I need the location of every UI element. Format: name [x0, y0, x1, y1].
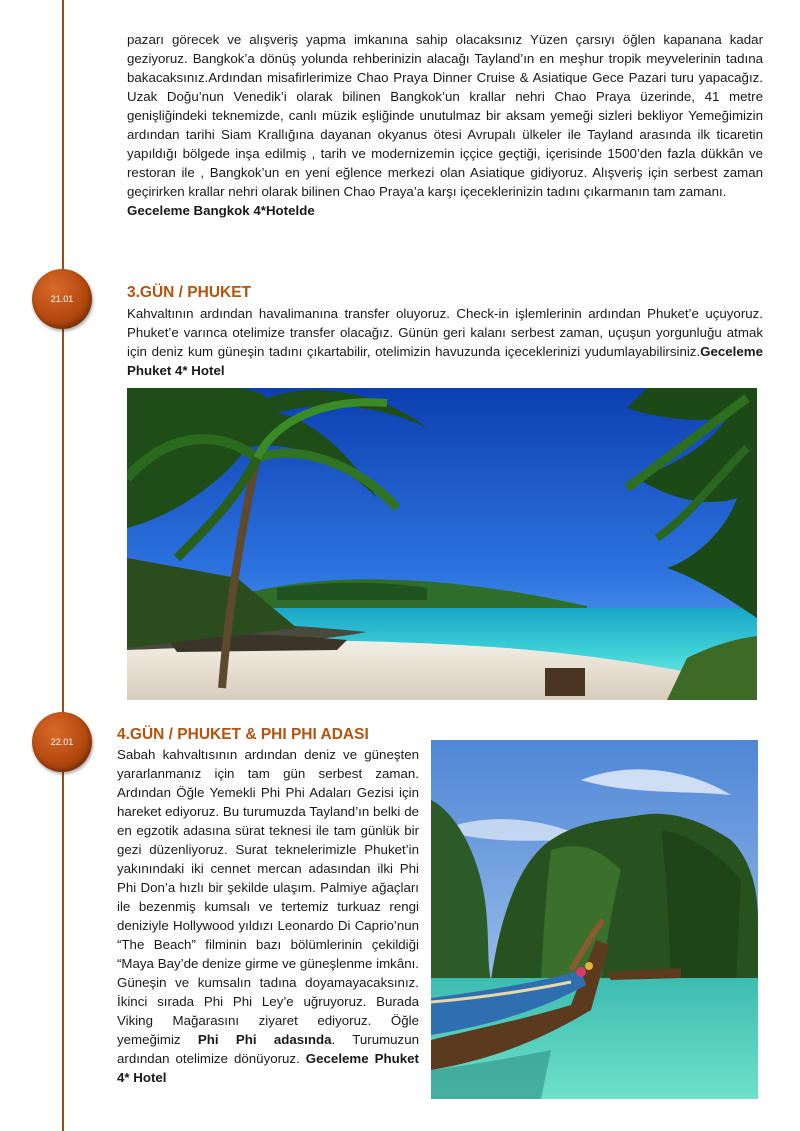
- day4-bold-place: Phi Phi adasında: [197, 1032, 332, 1047]
- day4-heading: 4.GÜN / PHUKET & PHI PHI ADASI: [117, 726, 369, 743]
- day4-text-after: . Turumuzun ardından otelimize dönüyoruz.: [117, 1032, 419, 1066]
- intro-text: pazarı görecek ve alışveriş yapma imkanına sahip olacaksınız Yüzen çarsıyı öğlen kapanana kadar geziyoruz. Bangkok’a dönüş yolunda rehberinizin alacağı Tayland’ın en meşhur tropik meyvelerinin tadına bakacaksınız.Ardından misafirlerimize Chao Praya Dinner Cruise & Asiatique Gece Pazari turu yapacağız. Uzak Doğu’nun Venedik’i olarak bilinen Bangkok’un krallar nehri Chao Praya üzerinde, 41 metre genişliğindeki teknemizde, canlı müzik eşliğinde unutulmaz bir aksam yemeği sizleri bekliyor Yemeğimizin ardından tarihi Siam Krallığına dayanan okyanus ötesi Avrupalı ülkeler ile Tayland arasında ilk ticaretin yapıldığı bölgede inşa edilmiş , tarih ve modernizemin iççice geçtiği, içerisinde 1500’den fazla dükkân ve restoran ile , Bangkok’un en yeni eğlence merkezi olan Asiatique gidiyoruz. Alışveriş için serbest zaman geçirirken krallar nehri olarak bilinen Chao Praya’a karşı içeceklerinizin tadını çıkarmanın tam zamanı.: [127, 32, 763, 199]
- beach-photo: [127, 388, 757, 700]
- intro-overnight: Geceleme Bangkok 4*Hotelde: [127, 203, 315, 218]
- day4-paragraph: [117, 745, 419, 1087]
- day3-paragraph: [127, 304, 763, 380]
- day4-text: Sabah kahvaltısının ardından deniz ve güneşten yararlanmanız için tam gün serbest zaman. Ardından Öğle Yemekli Phi Phi Adaları Gezisi için hareket ediyoruz. Bu turumuzda Tayland’ın belki de en egzotik adasına sürat teknesi ile tam günlük bir gezi düzenliyoruz. Surat teknelerimizle Phuket’in yakınındaki iki cennet mercan adasından ilki Phi Phi Don’a hızlı bir şekilde ulaşım. Palmiye ağaçları ile bezenmiş kumsalı ve tertemiz turkuaz rengi deniziyle Hollywood yıldızı Leonardo Di Caprio’nun “The Beach” filminin bazı bölümlerinin çekildiği “Maya Bay’de denize girme ve güneşlenme imkânı. Güneşin ve kumsalın tadına doyamayacaksınız. İkinci sırada Phi Phi Ley’e uğruyoruz. Burada Viking Mağarasını ziyaret ediyoruz. Öğle yemeğimiz: [117, 747, 419, 1047]
- phi-phi-photo: [431, 740, 758, 1099]
- day4-date: 22.01: [50, 737, 74, 747]
- day4-overnight: Geceleme Phuket 4* Hotel: [117, 1051, 419, 1085]
- timeline-line: [62, 0, 64, 1131]
- day3-text: Kahvaltının ardından havalimanına transfer oluyoruz. Check-in işlemlerinin ardından Phuket’e uçuyoruz. Phuket’e varınca otelimize transfer olacağız. Günün geri kalanı serbest zaman, uçuşun yorgunluğu atmak için deniz kum güneşin tadını çıkartabilir, otelimizin havuzunda içeceklerinizi yudumlayabilirsiniz.: [127, 306, 763, 359]
- day4-date-badge: [32, 712, 92, 772]
- day3-overnight: Geceleme Phuket 4* Hotel: [127, 344, 763, 378]
- intro-paragraph: [127, 30, 763, 220]
- day3-date-badge: [32, 269, 92, 329]
- day3-date: 21.01: [50, 294, 74, 304]
- day3-heading: 3.GÜN / PHUKET: [127, 284, 252, 301]
